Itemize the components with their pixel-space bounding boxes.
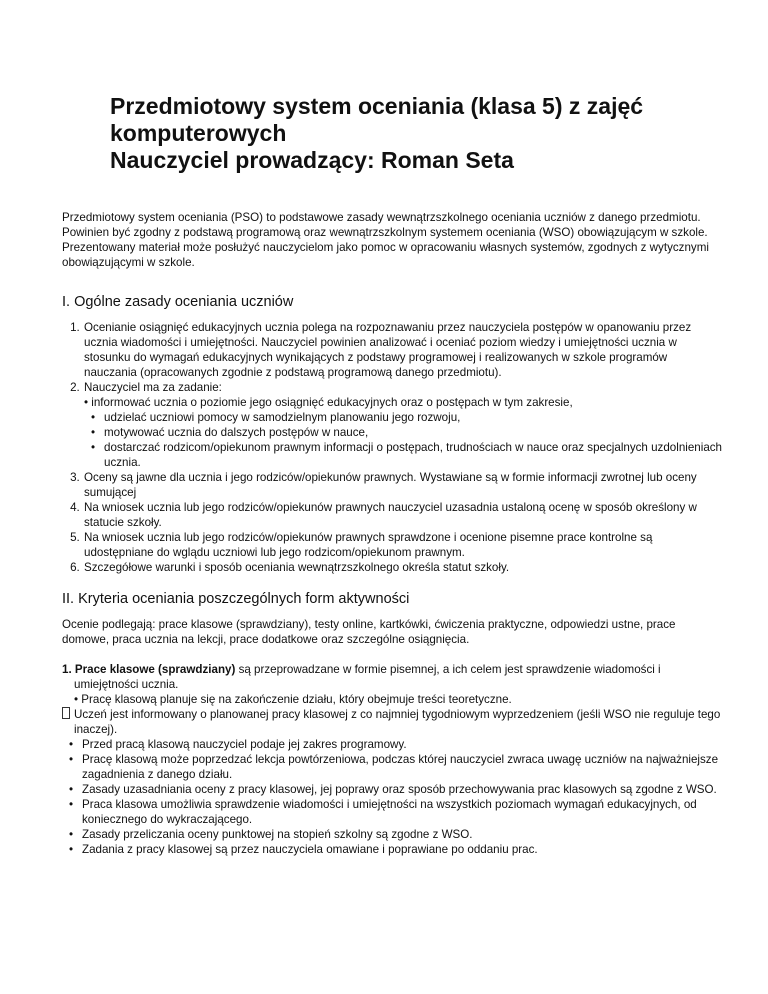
bullet-item: • Pracę klasową planuje się na zakończenie działu, który obejmuje treści teoretyczne.	[74, 693, 512, 706]
list-item	[83, 530, 722, 560]
bullet-item: • udzielać uczniowi pomocy w samodzielnym planowaniu jego rozwoju,	[84, 410, 722, 425]
list-item-text: Na wniosek ucznia lub jego rodziców/opiekunów prawnych nauczyciel uzasadnia ustaloną ocenę w sposób określony w statucie szkoły.	[84, 501, 697, 529]
list-item	[83, 380, 722, 470]
title-line: komputerowych	[110, 120, 287, 146]
bullet-item: • Zadania z pracy klasowej są przez nauczyciela omawiane i poprawiane po oddaniu prac.	[62, 842, 722, 857]
bullet-item: • Zasady uzasadniania oceny z pracy klasowej, jej poprawy oraz sposób przechowywania prac klasowych są zgodne z WSO.	[62, 782, 722, 797]
title-line: Przedmiotowy system oceniania (klasa 5) z zajęć	[110, 93, 644, 119]
list-item-text: Ocenianie osiągnięć edukacyjnych ucznia polega na rozpoznawaniu przez nauczyciela postępów w opanowaniu przez ucznia wiadomości i umiejętności. Nauczyciel powinien analizować i oceniać poziom wiedzy i umiejętności ucznia w stosunku do wymagań edukacyjnych wynikających z podstawy programowej i realizowanych w szkole programów nauczania (opracowanych zgodnie z podstawą programową danego przedmiotu).	[84, 321, 692, 379]
list-item	[83, 560, 722, 575]
list-item	[83, 320, 722, 380]
bullet-item: • motywować ucznia do dalszych postępów w nauce,	[84, 425, 722, 440]
subsection-class-tests	[62, 662, 722, 857]
list-item-text: Oceny są jawne dla ucznia i jego rodziców/opiekunów prawnych. Wystawiane są w formie informacji zwrotnej lub oceny sumującej	[84, 471, 697, 499]
bullet-item: • dostarczać rodzicom/opiekunom prawnym informacji o postępach, trudnościach w nauce oraz specjalnych uzdolnieniach ucznia.	[84, 440, 722, 470]
section-heading: I. Ogólne zasady oceniania uczniów	[62, 294, 294, 310]
bullet-item: • Przed pracą klasową nauczyciel podaje jej zakres programowy.	[62, 737, 722, 752]
subsection-lead-text: są przeprowadzane w formie pisemnej, a ich celem jest sprawdzenie wiadomości i umiejętności ucznia.	[74, 663, 661, 691]
general-rules-list	[62, 320, 722, 575]
subsection-lead	[62, 662, 722, 692]
section-intro: Ocenie podlegają: prace klasowe (sprawdziany), testy online, kartkówki, ćwiczenia praktyczne, odpowiedzi ustne, prace domowe, praca ucznia na lekcji, prace dodatkowe oraz szczególne osiągnięcia.	[62, 618, 676, 646]
bullet-item: • Pracę klasową może poprzedzać lekcja powtórzeniowa, podczas której nauczyciel zwraca uwagę uczniów na najważniejsze zagadnienia z danego działu.	[62, 752, 722, 782]
bullet-item: • Praca klasowa umożliwia sprawdzenie wiadomości i umiejętności na wszystkich poziomach wymagań edukacyjnych, od koniecznego do wykraczającego.	[62, 797, 722, 827]
list-item	[83, 500, 722, 530]
document-body	[62, 210, 722, 857]
notice-text: Uczeń jest informowany o planowanej pracy klasowej z co najmniej tygodniowym wyprzedzeniem (jeśli WSO nie reguluje tego inaczej).	[74, 708, 721, 736]
subsection-title: 1. Prace klasowe (sprawdziany)	[62, 663, 236, 676]
intro-paragraph: Przedmiotowy system oceniania (PSO) to podstawowe zasady wewnątrzszkolnego oceniania uczniów z danego przedmiotu.	[62, 211, 701, 224]
list-item	[83, 470, 722, 500]
list-item-text: Szczegółowe warunki i sposób oceniania wewnątrzszkolnego określa statut szkoły.	[84, 561, 510, 574]
intro-paragraph: Powinien być zgodny z podstawą programową oraz wewnątrzszkolnym systemem oceniania (WSO) obowiązującym w szkole. Prezentowany materiał może posłużyć nauczycielom jako pomoc w opracowaniu własnych systemów, zgodnych z wytycznymi obowiązującymi w szkole.	[62, 226, 709, 269]
missing-glyph-icon	[62, 707, 70, 719]
teacher-tasks-list	[84, 395, 722, 470]
list-item-text: Na wniosek ucznia lub jego rodziców/opiekunów prawnych sprawdzone i ocenione pisemne prace kontrolne są udostępniane do wglądu uczniowi lub jego rodzicom/opiekunom prawnym.	[84, 531, 653, 559]
class-test-rules-list	[62, 737, 722, 857]
title-line: Nauczyciel prowadzący: Roman Seta	[110, 147, 514, 173]
bullet-item: • Zasady przeliczania oceny punktowej na stopień szkolny są zgodne z WSO.	[62, 827, 722, 842]
bullet-item: • informować ucznia o poziomie jego osiągnięć edukacyjnych oraz o postępach w tym zakresie,	[84, 396, 573, 409]
notice-item	[62, 707, 722, 737]
section-heading: II. Kryteria oceniania poszczególnych form aktywności	[62, 591, 410, 607]
list-item-text: Nauczyciel ma za zadanie:	[84, 381, 222, 394]
document-title	[110, 93, 730, 174]
